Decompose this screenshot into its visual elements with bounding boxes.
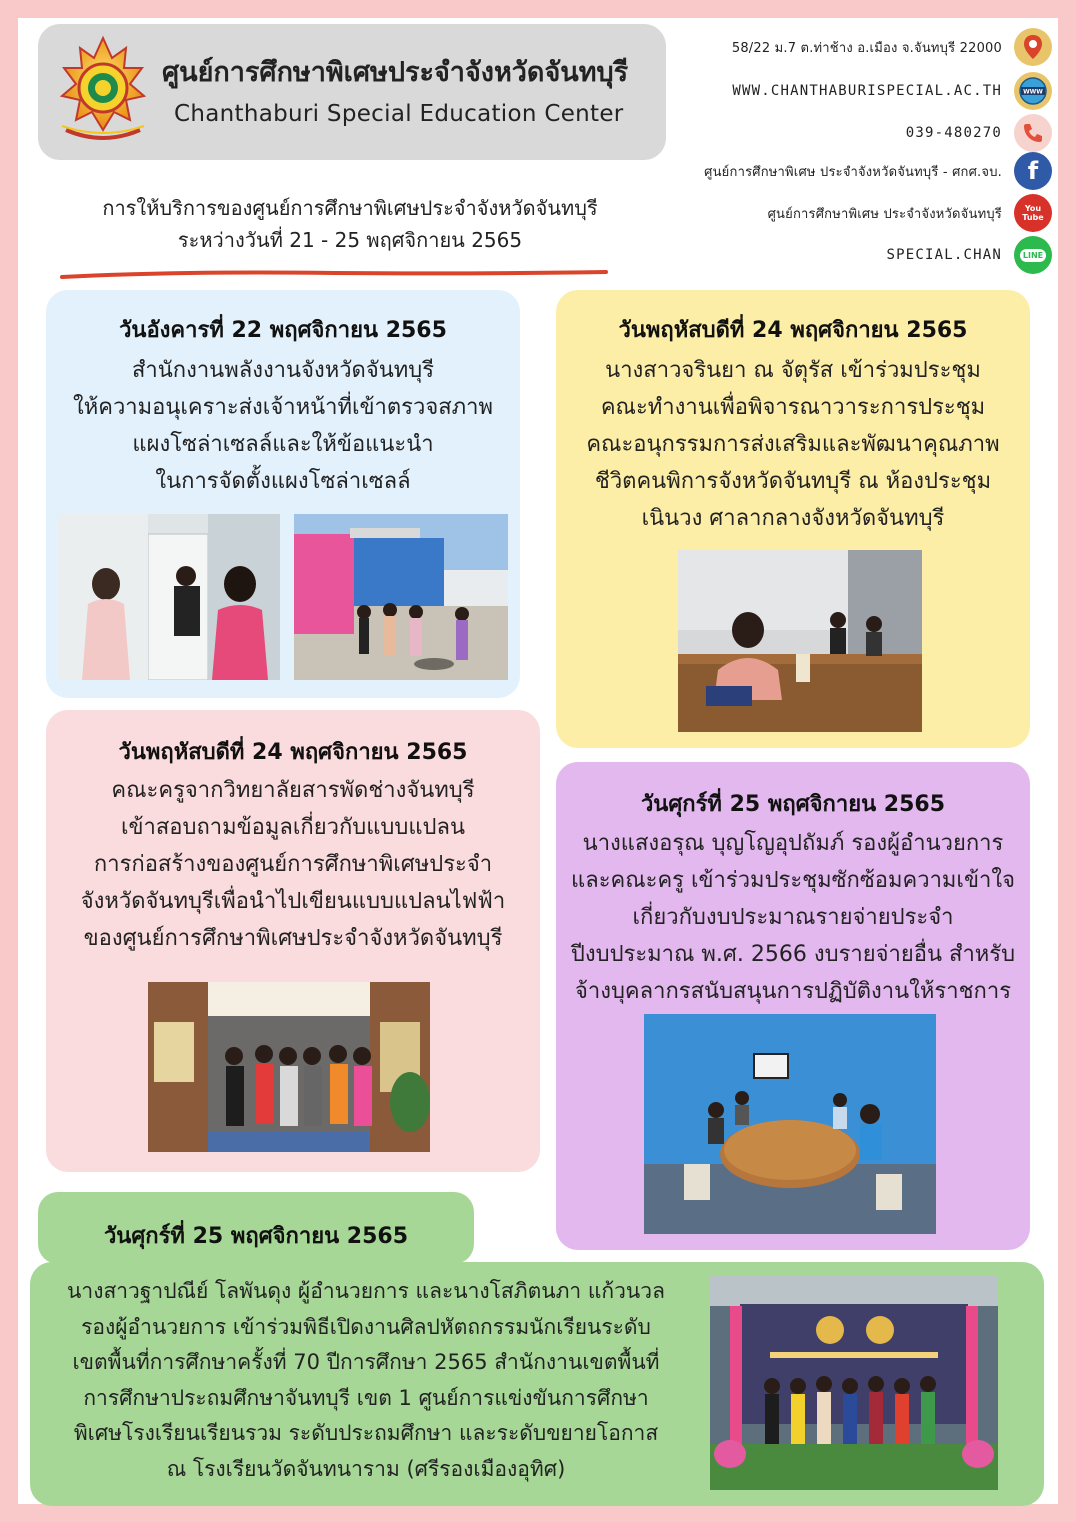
subtitle-line-1: การให้บริการของศูนย์การศึกษาพิเศษประจำจังหวัดจันทบุรี [102, 196, 598, 220]
card-body [46, 772, 540, 957]
card-title: วันศุกร์ที่ 25 พฤศจิกายน 2565 [640, 792, 946, 817]
center-title-english: Chanthaburi Special Education Center [174, 101, 624, 127]
school-logo [56, 34, 150, 146]
card-line: นางสาวฐาปณีย์ โลพันดุง ผู้อำนวยการ และนางโสภิตนภา แก้วนวล [67, 1279, 665, 1303]
card-friday-25-budget [556, 762, 1030, 1250]
contact-youtube[interactable] [768, 194, 1052, 232]
youtube-text[interactable]: ศูนย์การศึกษาพิเศษ ประจำจังหวัดจันทบุรี [767, 206, 1002, 222]
card-line: คณะอนุกรรมการส่งเสริมและพัฒนาคุณภาพ [586, 432, 1000, 457]
photo-budget-meeting [644, 1014, 936, 1234]
card-body [556, 825, 1030, 1010]
card-friday-25-art-tab [38, 1192, 474, 1264]
facebook-icon: f [1014, 152, 1052, 190]
report-subtitle [40, 192, 660, 256]
card-line: สำนักงานพลังงานจังหวัดจันทบุรี [131, 358, 435, 383]
photo-committee-meeting [678, 550, 922, 732]
card-line: และคณะครู เข้าร่วมประชุมซักซ้อมความเข้าใจ [571, 868, 1015, 893]
phone-text[interactable]: 039-480270 [905, 125, 1002, 141]
card-line: ในการจัดตั้งแผงโซล่าเซลล์ [155, 469, 411, 494]
contact-phone[interactable] [906, 114, 1052, 152]
card-body [46, 352, 520, 500]
card-title: วันศุกร์ที่ 25 พฤศจิกายน 2565 [103, 1224, 409, 1249]
line-icon-label: LINE [1020, 249, 1046, 262]
card-line: จ้างบุคลากรสนับสนุนการปฏิบัติงานให้ราชการ [574, 979, 1012, 1004]
card-thursday-24-college [46, 710, 540, 1172]
card-friday-25-art [30, 1262, 1044, 1506]
card-line: การก่อสร้างของศูนย์การศึกษาพิเศษประจำ [93, 852, 493, 877]
line-text[interactable]: SPECIAL.CHAN [886, 247, 1002, 263]
card-line: คณะทำงานเพื่อพิจารณาวาระการประชุม [600, 395, 986, 420]
line-icon [1014, 236, 1052, 274]
card-line: ณ โรงเรียนวัดจันทนาราม (ศรีรองเมืองอุทิศ) [166, 1456, 566, 1481]
photo-solar-inspection-outdoor [294, 514, 508, 680]
subtitle-line-2: ระหว่างวันที่ 21 - 25 พฤศจิกายน 2565 [177, 228, 523, 252]
card-tuesday-22 [46, 290, 520, 698]
card-line: เนินวง ศาลากลางจังหวัดจันทบุรี [641, 506, 945, 531]
card-title: วันพฤหัสบดีที่ 24 พฤศจิกายน 2565 [618, 318, 968, 343]
photo-college-visit [148, 982, 430, 1152]
card-thursday-24-meeting [556, 290, 1030, 748]
facebook-text[interactable]: ศูนย์การศึกษาพิเศษ ประจำจังหวัดจันทบุรี - ศกศ.จบ. [704, 164, 1002, 180]
svg-text:WWW: WWW [1023, 88, 1043, 96]
card-body [30, 1274, 702, 1487]
card-line: รองผู้อำนวยการ เข้าร่วมพิธีเปิดงานศิลปหัตถกรรมนักเรียนระดับ [81, 1314, 651, 1339]
card-line: นางแสงอรุณ บุญโญอุปถัมภ์ รองผู้อำนวยการ [582, 831, 1004, 856]
card-line: เกี่ยวกับงบประมาณรายจ่ายประจำ [632, 905, 954, 930]
address-text: 58/22 ม.7 ต.ท่าช้าง อ.เมือง จ.จันทบุรี 22000 [731, 40, 1002, 56]
card-body [556, 352, 1030, 537]
card-line: ของศูนย์การศึกษาพิเศษประจำจังหวัดจันทบุรี [83, 926, 503, 951]
card-line: คณะครูจากวิทยาลัยสารพัดช่างจันทบุรี [111, 778, 475, 803]
card-title: วันพฤหัสบดีที่ 24 พฤศจิกายน 2565 [118, 740, 468, 765]
card-line: เข้าสอบถามข้อมูลเกี่ยวกับแบบแปลน [120, 815, 466, 840]
card-title: วันอังคารที่ 22 พฤศจิกายน 2565 [119, 318, 447, 343]
contact-facebook[interactable] [704, 152, 1052, 190]
card-line: ชีวิตคนพิการจังหวัดจันทบุรี ณ ห้องประชุม [594, 469, 992, 494]
card-line: แผงโซล่าเซลล์และให้ข้อแนะนำ [132, 432, 434, 457]
card-line: การศึกษาประถมศึกษาจันทบุรี เขต 1 ศูนย์การแข่งขันการศึกษา [83, 1385, 649, 1410]
globe-icon [1014, 72, 1052, 110]
card-line: พิเศษโรงเรียนเรียนรวม ระดับประถมศึกษา และระดับขยายโอกาส [73, 1421, 659, 1445]
card-line: จังหวัดจันทบุรีเพื่อนำไปเขียนแบบแปลนไฟฟ้า [80, 889, 506, 914]
card-line: ปีงบประมาณ พ.ศ. 2566 งบรายจ่ายอื่น สำหรับ [570, 942, 1016, 967]
website-text[interactable]: WWW.CHANTHABURISPECIAL.AC.TH [732, 83, 1002, 99]
center-title-thai: ศูนย์การศึกษาพิเศษประจำจังหวัดจันทบุรี [162, 57, 629, 88]
location-pin-icon [1014, 28, 1052, 66]
contact-website[interactable] [732, 72, 1052, 110]
card-line: เขตพื้นที่การศึกษาครั้งที่ 70 ปีการศึกษา 2565 สำนักงานเขตพื้นที่ [72, 1350, 660, 1374]
contact-line[interactable] [886, 236, 1052, 274]
contact-address [732, 28, 1052, 66]
phone-icon [1014, 114, 1052, 152]
photo-solar-inspection-indoor [58, 514, 280, 680]
brush-underline [60, 268, 608, 282]
youtube-icon: You Tube [1014, 194, 1052, 232]
card-line: ให้ความอนุเคราะส่งเจ้าหน้าที่เข้าตรวจสภาพ [72, 395, 494, 420]
card-line: นางสาวจรินยา ณ จัตุรัส เข้าร่วมประชุม [605, 358, 981, 383]
photo-art-opening-ceremony [710, 1276, 998, 1490]
